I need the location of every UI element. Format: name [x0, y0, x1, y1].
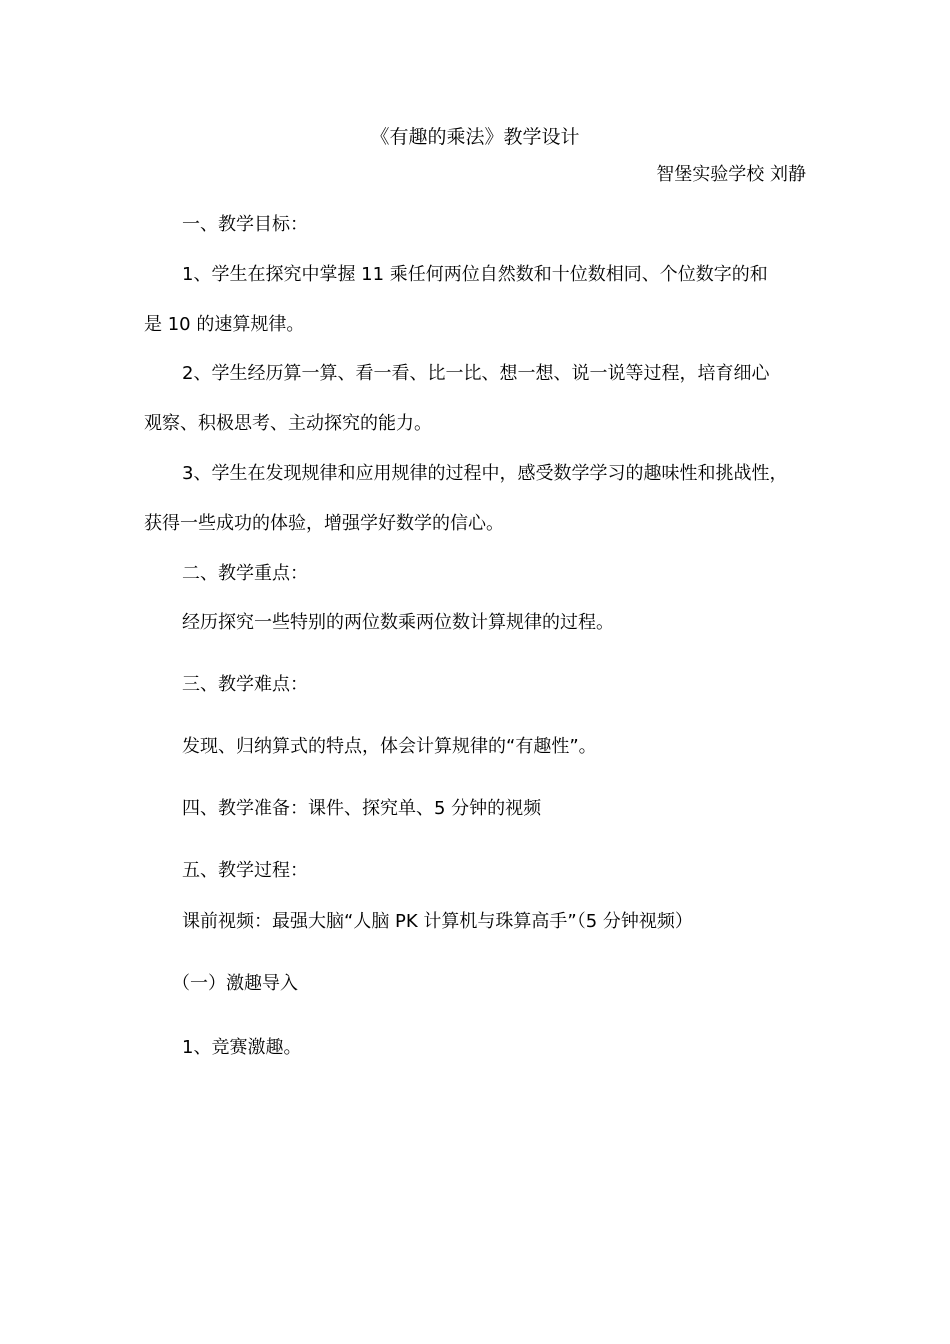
- heading-teaching-process: 五、教学过程：: [182, 860, 308, 881]
- author-line: 智堡实验学校 刘静: [656, 164, 806, 185]
- teaching-preparation: 四、教学准备：课件、探究单、5 分钟的视频: [182, 798, 542, 819]
- difficulties-text: 发现、归纳算式的特点，体会计算规律的“有趣性”。: [182, 736, 597, 757]
- section-introduction: （一）激趣导入: [172, 973, 298, 994]
- competition-item: 1、竞赛激趣。: [182, 1037, 302, 1058]
- goal-1-line-2: 是 10 的速算规律。: [144, 314, 305, 335]
- heading-difficulties: 三、教学难点：: [182, 674, 308, 695]
- heading-teaching-goals: 一、教学目标：: [182, 214, 308, 235]
- goal-3-line-2: 获得一些成功的体验，增强学好数学的信心。: [144, 513, 504, 534]
- goal-2-line-2: 观察、积极思考、主动探究的能力。: [144, 413, 432, 434]
- goal-2-line-1: 2、学生经历算一算、看一看、比一比、想一想、说一说等过程，培育细心: [182, 363, 770, 384]
- heading-key-points: 二、教学重点：: [182, 563, 308, 584]
- pre-class-video: 课前视频：最强大脑“人脑 PK 计算机与珠算高手”（5 分钟视频）: [182, 911, 693, 932]
- goal-1-line-1: 1、学生在探究中掌握 11 乘任何两位自然数和十位数相同、个位数字的和: [182, 264, 768, 285]
- key-points-text: 经历探究一些特别的两位数乘两位数计算规律的过程。: [182, 612, 614, 633]
- document-title: 《有趣的乘法》教学设计: [370, 126, 580, 148]
- goal-3-line-1: 3、学生在发现规律和应用规律的过程中，感受数学学习的趣味性和挑战性，: [182, 463, 788, 484]
